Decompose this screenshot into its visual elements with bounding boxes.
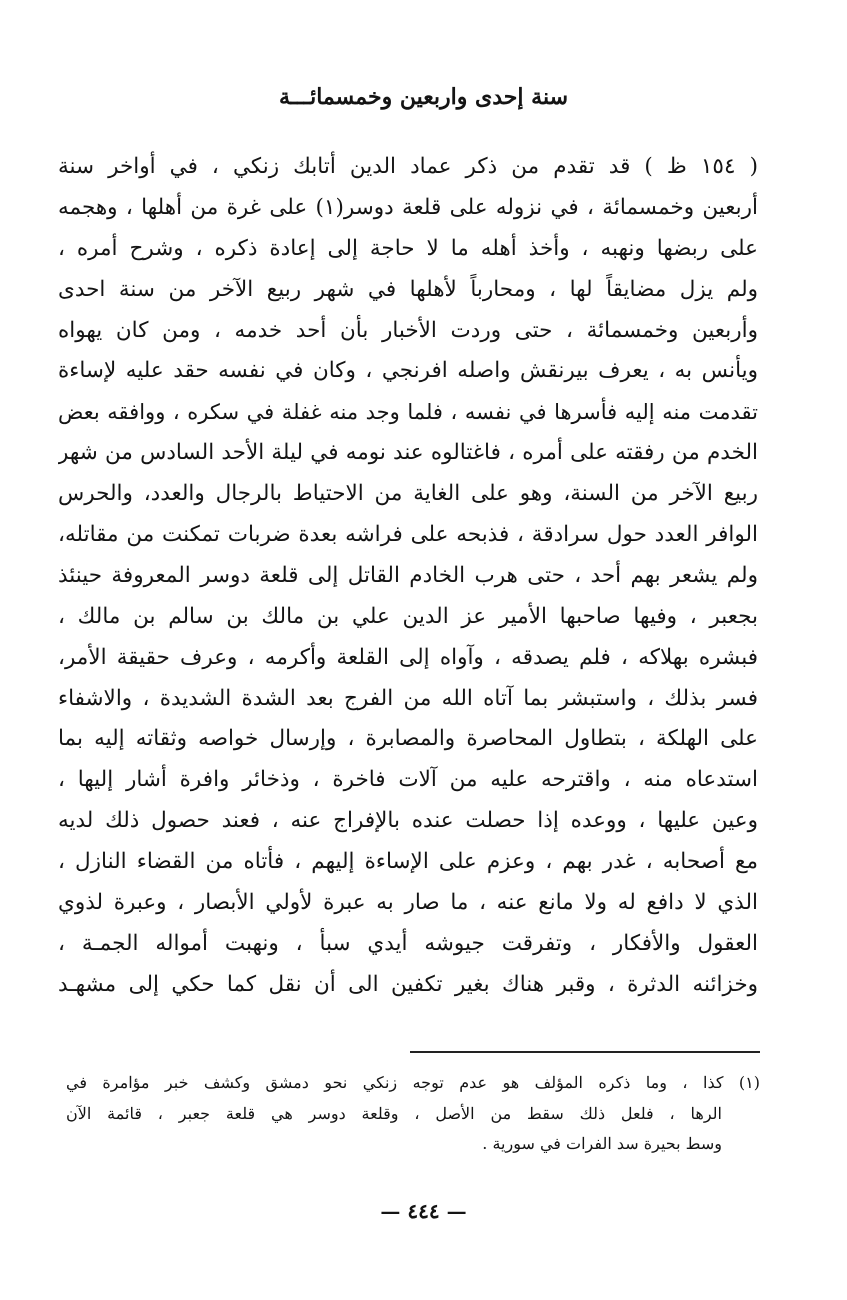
text-line: فسر بذلك ، واستبشر بما آتاه الله من الفرج بعد الشدة الشديدة ، والاشفاء — [58, 685, 758, 711]
text-line: وعين عليها ، ووعده إذا حصلت عنده بالإفراج عنه ، فعند حصول ذلك لديه — [58, 808, 758, 834]
page-number: — ٤٤٤ — — [380, 1199, 467, 1223]
text-line: الذي لا دافع له ولا مانع عنه ، ما صار به عبرة لأولي الأبصار ، وعبرة لذوي — [58, 890, 758, 916]
text-line: وأربعين وخمسمائة ، حتى وردت الأخبار بأن أحد خدمه ، ومن كان يهواه — [58, 317, 758, 343]
text-line: العقول والأفكار ، وتفرقت جيوشه أيدي سبأ ، ونهبت أمواله الجمـة ، — [58, 930, 758, 956]
text-line: ولم يزل مضايقاً لها ، ومحارباً لأهلها في شهر ربيع الآخر من سنة احدى — [58, 276, 758, 302]
text-line: الخدم من رفقته على أمره ، فاغتالوه عند نومه في ليلة الأحد السادس من شهر — [58, 440, 758, 466]
text-line: بجعبر ، وفيها صاحبها الأمير عز الدين علي بن مالك بن سالم بن مالك ، — [58, 603, 758, 629]
text-line: الوافر العدد حول سرادقة ، فذبحه على فراشه بعدة ضربات تمكنت من مقاتله، — [58, 522, 758, 548]
text-line: استدعاه منه ، واقترحه عليه من آلات فاخرة ، وذخائر وافرة أشار إليها ، — [58, 767, 758, 793]
text-line: أربعين وخمسمائة ، في نزوله على قلعة دوسر(١) على غرة من أهلها ، وهجمه — [58, 194, 758, 220]
text-line: فبشره بهلاكه ، فلم يصدقه ، وآواه إلى القلعة وأكرمه ، وعرف حقيقة الأمر، — [58, 644, 758, 670]
text-line: ولم يشعر بهم أحد ، حتى هرب الخادم القاتل إلى قلعة دوسر المعروفة حينئذ — [58, 562, 758, 588]
text-line: على الهلكة ، بتطاول المحاصرة والمصابرة ، وإرسال خواصه وثقاته إليه بما — [58, 726, 758, 752]
text-line: على ربضها ونهبه ، وأخذ أهله ما لا حاجة إلى إعادة ذكره ، وشرح أمره ، — [58, 235, 758, 261]
footnote-line: وسط بحيرة سد الفرات في سورية . — [482, 1134, 722, 1153]
text-line: ويأنس به ، يعرف بيرنقش واصله افرنجي ، وكان في نفسه حقد عليه لإساءة — [58, 358, 758, 384]
text-line: مع أصحابه ، غدر بهم ، وعزم على الإساءة إليهم ، فأتاه من القضاء النازل ، — [58, 849, 758, 875]
text-line: وخزائنه الدثرة ، وقبر هناك بغير تكفين الى أن نقل كما حكي إلى مشهـد — [58, 971, 758, 997]
text-line: ربيع الآخر من السنة، وهو على الغاية من الاحتياط بالرجال والعدد، والحرس — [58, 481, 758, 507]
footnote-line: (١) كذا ، وما ذكره المؤلف هو عدم توجه زنكي نحو دمشق وكشف خبر مؤامرة في — [66, 1073, 760, 1092]
text-line: ( ١٥٤ ظ ) قد تقدم من ذكر عماد الدين أتابك زنكي ، في أواخر سنة — [58, 154, 758, 179]
footnote-separator-rule — [410, 1051, 760, 1053]
main-text-block — [58, 147, 758, 1006]
footnote-line: الرها ، فلعل ذلك سقط من الأصل ، وقلعة دوسر هي قلعة جعبر ، قائمة الآن — [66, 1103, 722, 1123]
running-head-title: سنة إحدى واربعين وخمسمائـــة — [278, 84, 569, 110]
text-line: تقدمت منه إليه فأسرها في نفسه ، فلما وجد منه غفلة في سكره ، ووافقه بعض — [58, 400, 758, 425]
footnote-block — [66, 1068, 760, 1160]
